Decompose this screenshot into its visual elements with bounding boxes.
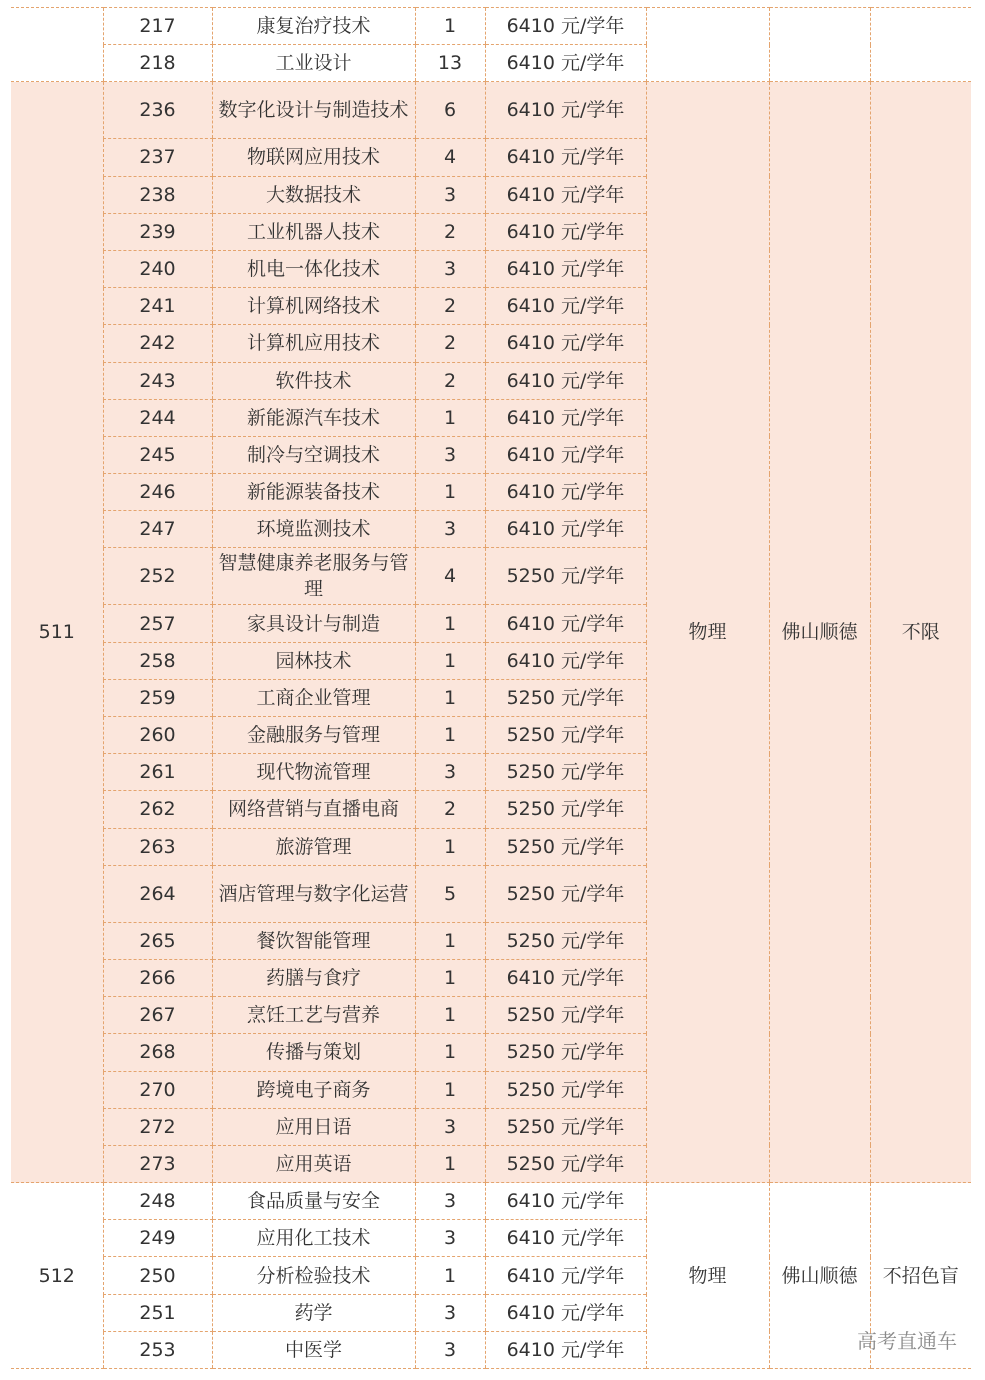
major-name-cell: 应用化工技术 — [212, 1220, 415, 1257]
tuition-cell: 6410 元/学年 — [485, 82, 646, 139]
major-code-cell: 246 — [103, 474, 212, 511]
tuition-cell: 5250 元/学年 — [485, 754, 646, 791]
plan-count-cell: 1 — [415, 959, 485, 996]
plan-count-cell: 1 — [415, 1071, 485, 1108]
tuition-cell: 5250 元/学年 — [485, 1145, 646, 1182]
subject-cell — [646, 8, 769, 82]
plan-count-cell: 1 — [415, 1257, 485, 1294]
tuition-cell: 5250 元/学年 — [485, 865, 646, 922]
plan-count-cell: 1 — [415, 679, 485, 716]
major-code-cell: 245 — [103, 436, 212, 473]
tuition-cell: 6410 元/学年 — [485, 399, 646, 436]
plan-count-cell: 2 — [415, 288, 485, 325]
tuition-cell: 6410 元/学年 — [485, 436, 646, 473]
table-row — [11, 82, 971, 139]
major-name-cell: 智慧健康养老服务与管理 — [212, 548, 415, 605]
major-code-cell: 241 — [103, 288, 212, 325]
plan-count-cell: 1 — [415, 1145, 485, 1182]
major-code-cell: 268 — [103, 1034, 212, 1071]
table-row — [11, 1183, 971, 1220]
major-name-cell: 物联网应用技术 — [212, 139, 415, 176]
major-code-cell: 248 — [103, 1183, 212, 1220]
major-name-cell: 分析检验技术 — [212, 1257, 415, 1294]
major-name-cell: 应用日语 — [212, 1108, 415, 1145]
plan-count-cell: 13 — [415, 45, 485, 82]
plan-count-cell: 5 — [415, 865, 485, 922]
location-cell — [769, 8, 870, 82]
restriction-cell: 不限 — [870, 82, 971, 1183]
major-name-cell: 制冷与空调技术 — [212, 436, 415, 473]
tuition-cell: 6410 元/学年 — [485, 1294, 646, 1331]
tuition-cell: 5250 元/学年 — [485, 548, 646, 605]
major-code-cell: 244 — [103, 399, 212, 436]
major-name-cell: 计算机应用技术 — [212, 325, 415, 362]
plan-count-cell: 3 — [415, 511, 485, 548]
tuition-cell: 6410 元/学年 — [485, 474, 646, 511]
tuition-cell: 5250 元/学年 — [485, 828, 646, 865]
tuition-cell: 6410 元/学年 — [485, 45, 646, 82]
subject-cell: 物理 — [646, 82, 769, 1183]
major-name-cell: 跨境电子商务 — [212, 1071, 415, 1108]
tuition-cell: 6410 元/学年 — [485, 1257, 646, 1294]
major-name-cell: 工商企业管理 — [212, 679, 415, 716]
major-code-cell: 217 — [103, 8, 212, 45]
tuition-cell: 6410 元/学年 — [485, 250, 646, 287]
plan-count-cell: 2 — [415, 362, 485, 399]
tuition-cell: 6410 元/学年 — [485, 288, 646, 325]
major-code-cell: 237 — [103, 139, 212, 176]
tuition-cell: 5250 元/学年 — [485, 791, 646, 828]
plan-count-cell: 1 — [415, 997, 485, 1034]
major-name-cell: 软件技术 — [212, 362, 415, 399]
plan-count-cell: 3 — [415, 1183, 485, 1220]
location-cell: 佛山顺德 — [769, 1183, 870, 1369]
plan-count-cell: 3 — [415, 754, 485, 791]
plan-count-cell: 1 — [415, 1034, 485, 1071]
plan-count-cell: 1 — [415, 474, 485, 511]
tuition-cell: 6410 元/学年 — [485, 1183, 646, 1220]
major-code-cell: 267 — [103, 997, 212, 1034]
plan-count-cell: 1 — [415, 605, 485, 642]
major-code-cell: 253 — [103, 1331, 212, 1368]
plan-count-cell: 1 — [415, 399, 485, 436]
major-code-cell: 250 — [103, 1257, 212, 1294]
major-name-cell: 工业机器人技术 — [212, 213, 415, 250]
plan-count-cell: 1 — [415, 828, 485, 865]
tuition-cell: 6410 元/学年 — [485, 605, 646, 642]
major-code-cell: 240 — [103, 250, 212, 287]
plan-count-cell: 4 — [415, 139, 485, 176]
tuition-cell: 6410 元/学年 — [485, 1220, 646, 1257]
tuition-cell: 5250 元/学年 — [485, 717, 646, 754]
major-code-cell: 242 — [103, 325, 212, 362]
major-code-cell: 236 — [103, 82, 212, 139]
plan-count-cell: 1 — [415, 8, 485, 45]
major-code-cell: 262 — [103, 791, 212, 828]
plan-count-cell: 3 — [415, 250, 485, 287]
major-code-cell: 247 — [103, 511, 212, 548]
admission-table — [11, 7, 971, 1369]
major-code-cell: 259 — [103, 679, 212, 716]
major-name-cell: 数字化设计与制造技术 — [212, 82, 415, 139]
major-name-cell: 酒店管理与数字化运营 — [212, 865, 415, 922]
plan-count-cell: 2 — [415, 791, 485, 828]
major-name-cell: 药学 — [212, 1294, 415, 1331]
tuition-cell: 6410 元/学年 — [485, 176, 646, 213]
major-name-cell: 旅游管理 — [212, 828, 415, 865]
restriction-cell: 不招色盲 — [870, 1183, 971, 1369]
plan-count-cell: 2 — [415, 213, 485, 250]
major-code-cell: 265 — [103, 922, 212, 959]
plan-count-cell: 1 — [415, 717, 485, 754]
major-name-cell: 新能源汽车技术 — [212, 399, 415, 436]
plan-count-cell: 3 — [415, 1220, 485, 1257]
major-code-cell: 243 — [103, 362, 212, 399]
watermark: 高考直通车 — [857, 1329, 957, 1353]
major-name-cell: 传播与策划 — [212, 1034, 415, 1071]
major-name-cell: 机电一体化技术 — [212, 250, 415, 287]
major-name-cell: 环境监测技术 — [212, 511, 415, 548]
major-code-cell: 252 — [103, 548, 212, 605]
major-code-cell: 264 — [103, 865, 212, 922]
major-code-cell: 258 — [103, 642, 212, 679]
major-code-cell: 270 — [103, 1071, 212, 1108]
major-name-cell: 金融服务与管理 — [212, 717, 415, 754]
plan-count-cell: 1 — [415, 922, 485, 959]
plan-count-cell: 2 — [415, 325, 485, 362]
plan-count-cell: 1 — [415, 642, 485, 679]
tuition-cell: 6410 元/学年 — [485, 642, 646, 679]
table-body — [11, 8, 971, 1369]
major-code-cell: 238 — [103, 176, 212, 213]
major-code-cell: 257 — [103, 605, 212, 642]
tuition-cell: 6410 元/学年 — [485, 959, 646, 996]
major-code-cell: 261 — [103, 754, 212, 791]
location-cell: 佛山顺德 — [769, 82, 870, 1183]
plan-count-cell: 3 — [415, 1331, 485, 1368]
major-name-cell: 大数据技术 — [212, 176, 415, 213]
major-code-cell: 249 — [103, 1220, 212, 1257]
major-name-cell: 中医学 — [212, 1331, 415, 1368]
major-name-cell: 网络营销与直播电商 — [212, 791, 415, 828]
major-name-cell: 新能源装备技术 — [212, 474, 415, 511]
tuition-cell: 6410 元/学年 — [485, 1331, 646, 1368]
plan-count-cell: 3 — [415, 1294, 485, 1331]
major-name-cell: 家具设计与制造 — [212, 605, 415, 642]
major-name-cell: 药膳与食疗 — [212, 959, 415, 996]
major-name-cell: 烹饪工艺与营养 — [212, 997, 415, 1034]
tuition-cell: 5250 元/学年 — [485, 1071, 646, 1108]
tuition-cell: 6410 元/学年 — [485, 511, 646, 548]
major-name-cell: 计算机网络技术 — [212, 288, 415, 325]
major-name-cell: 康复治疗技术 — [212, 8, 415, 45]
tuition-cell: 5250 元/学年 — [485, 1108, 646, 1145]
major-code-cell: 272 — [103, 1108, 212, 1145]
major-name-cell: 园林技术 — [212, 642, 415, 679]
major-name-cell: 食品质量与安全 — [212, 1183, 415, 1220]
group-code-cell: 511 — [11, 82, 103, 1183]
major-name-cell: 应用英语 — [212, 1145, 415, 1182]
major-code-cell: 266 — [103, 959, 212, 996]
major-code-cell: 239 — [103, 213, 212, 250]
major-name-cell: 现代物流管理 — [212, 754, 415, 791]
plan-count-cell: 3 — [415, 1108, 485, 1145]
restriction-cell — [870, 8, 971, 82]
table-row — [11, 8, 971, 45]
tuition-cell: 6410 元/学年 — [485, 213, 646, 250]
major-code-cell: 218 — [103, 45, 212, 82]
tuition-cell: 6410 元/学年 — [485, 325, 646, 362]
tuition-cell: 6410 元/学年 — [485, 139, 646, 176]
subject-cell: 物理 — [646, 1183, 769, 1369]
tuition-cell: 6410 元/学年 — [485, 362, 646, 399]
tuition-cell: 5250 元/学年 — [485, 997, 646, 1034]
plan-count-cell: 6 — [415, 82, 485, 139]
tuition-cell: 5250 元/学年 — [485, 679, 646, 716]
tuition-cell: 5250 元/学年 — [485, 922, 646, 959]
group-code-cell: 512 — [11, 1183, 103, 1369]
plan-count-cell: 3 — [415, 176, 485, 213]
major-code-cell: 273 — [103, 1145, 212, 1182]
major-code-cell: 251 — [103, 1294, 212, 1331]
tuition-cell: 5250 元/学年 — [485, 1034, 646, 1071]
major-name-cell: 餐饮智能管理 — [212, 922, 415, 959]
major-code-cell: 260 — [103, 717, 212, 754]
group-code-cell — [11, 8, 103, 82]
major-name-cell: 工业设计 — [212, 45, 415, 82]
plan-count-cell: 4 — [415, 548, 485, 605]
tuition-cell: 6410 元/学年 — [485, 8, 646, 45]
major-code-cell: 263 — [103, 828, 212, 865]
plan-count-cell: 3 — [415, 436, 485, 473]
